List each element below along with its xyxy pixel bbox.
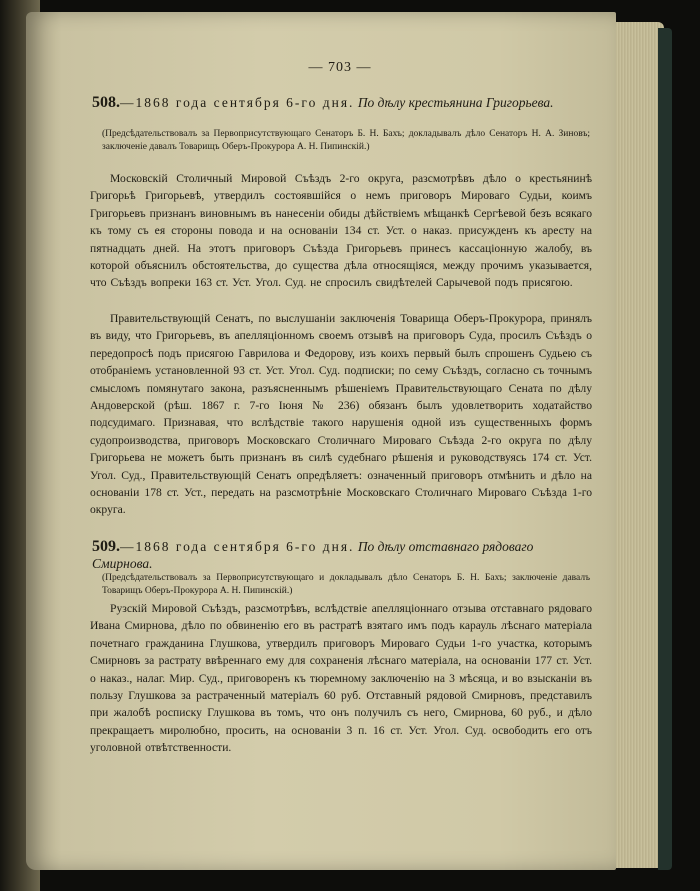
case-number: 509. <box>92 538 120 555</box>
page-number: — 703 — <box>308 60 372 75</box>
case-date: —1868 года сентября 6-го дня. <box>120 539 355 554</box>
case-subject: По дѣлу крестьянина Григорьева. <box>357 95 554 110</box>
case-number: 508. <box>92 94 120 111</box>
case-509-paragraph-1: Рузскій Мировой Съѣздъ, разсмотрѣвъ, вслѣдствіе апелляціоннаго отзыва отставнаго рядоваго Ивана Смирнова, дѣло по обвиненію его въ растратѣ взятаго имъ подъ карауль лѣснаго матеріала почетнаго гражданина Глушкова, утвердилъ приговоръ Мироваго Судьи 1-го участка, которымъ Смирновъ за растрату ввѣреннаго ему для сохраненія лѣснаго матеріала, на основаніи 177 ст. Уст. о наказ., налаг. Мир. Суд., приговоренъ къ тюремному заключенію на 3 мѣсяца, и во взысканіи въ пользу Глушкова за растраченный матеріалъ 60 руб. Отставный рядовой Смирновъ, представилъ при жалобѣ росписку Глушкова въ томъ, что онъ получилъ съ него, Смирнова, 60 руб., и дѣло прекращаетъ миролюбно, просить, на основаніи 3 п. 16 ст. Уст. Угол. Суд. освободить его отъ уголовной отвѣтственности. <box>90 602 592 755</box>
case-subject: По дѣлу отставнаго рядоваго Смирнова. <box>92 539 534 571</box>
case-509-heading <box>92 538 592 572</box>
case-date: —1868 года сентября 6-го дня. <box>120 95 355 110</box>
case-508-note: (Предсѣдательствовалъ за Первоприсутствующаго Сенаторъ Б. Н. Бахъ; докладывалъ дѣло Сенаторъ Н. А. Зиновъ; заключеніе давалъ Товарищъ Оберъ-Прокурора А. Н. Пипинскій.) <box>102 129 590 152</box>
book-cover-edge <box>658 28 672 870</box>
case-509-note: (Предсѣдательствовалъ за Первоприсутствующаго и докладывалъ дѣло Сенаторъ Б. Н. Бахъ; заключеніе давалъ Товарищъ Оберъ-Прокурора А. Н. Пипинскій.) <box>102 573 590 596</box>
case-508-paragraph-2: Правительствующій Сенатъ, по выслушаніи заключенія Товарища Оберъ-Прокурора, принялъ въ виду, что Григорьевъ, въ апелляціонномъ своемъ отзывѣ на приговоръ Суда, просилъ Съѣздъ о передопросѣ подъ присягою Гаврилова и Федорову, изъ коихъ первый былъ спрошенъ Судьею съ отобраніемъ установленной 93 ст. Уст. Угол. Суд. подписки; по сему Съѣздъ, согласно съ точнымъ смысломъ помянутаго закона, разъясненнымъ рѣшеніемъ Правительствующаго Сената по дѣлу Андоверской (рѣш. 1867 г. 7-го Іюня № 236) обязанъ былъ удовлетворить ходатайство подсудимаго. Признавая, что вслѣдствіе такого нарушенія одной изъ существенныхъ формъ судопроизводства, приговоръ Московскаго Столичнаго Мироваго Съѣзда 2-го округа по дѣлу Григорьева не можетъ быть признанъ въ силѣ судебнаго рѣшенія и руководствуясь 174 ст. Уст. Угол. Суд., Правительствующій Сенатъ опредѣляетъ: означенный приговоръ отмѣнить и дѣло на основаніи 178 ст. Уст., передать на разсмотрѣніе Московскаго Столичнаго Мироваго Съѣзда 1-го округа. <box>90 312 592 517</box>
case-508-heading <box>92 94 592 111</box>
case-508-paragraph-1: Московскій Столичный Мировой Съѣздъ 2-го округа, разсмотрѣвъ дѣло о крестьянинѣ Григорьѣ Григорьевѣ, утвердилъ состоявшійся о немъ приговоръ Мироваго Судьи, коимъ Григорьевъ признанъ виновнымъ въ нанесеніи обиды дѣйствіемъ мѣщанкѣ Сергѣевой безъ всякаго къ тому съ ея стороны повода и на основаніи 134 ст. Уст. о наказ. присужденъ къ аресту на пятнадцать дней. На этотъ приговоръ Съѣзда Григорьевъ принесъ кассаціонную жалобу, въ которой объяснилъ обстоятельства, до существа дѣла относящіяся, между прочимъ указывается, что Съѣздъ вопреки 163 ст. Уст. Угол. Суд. не спросилъ свидѣтелей Сарычевой подъ присягою. <box>90 172 592 290</box>
